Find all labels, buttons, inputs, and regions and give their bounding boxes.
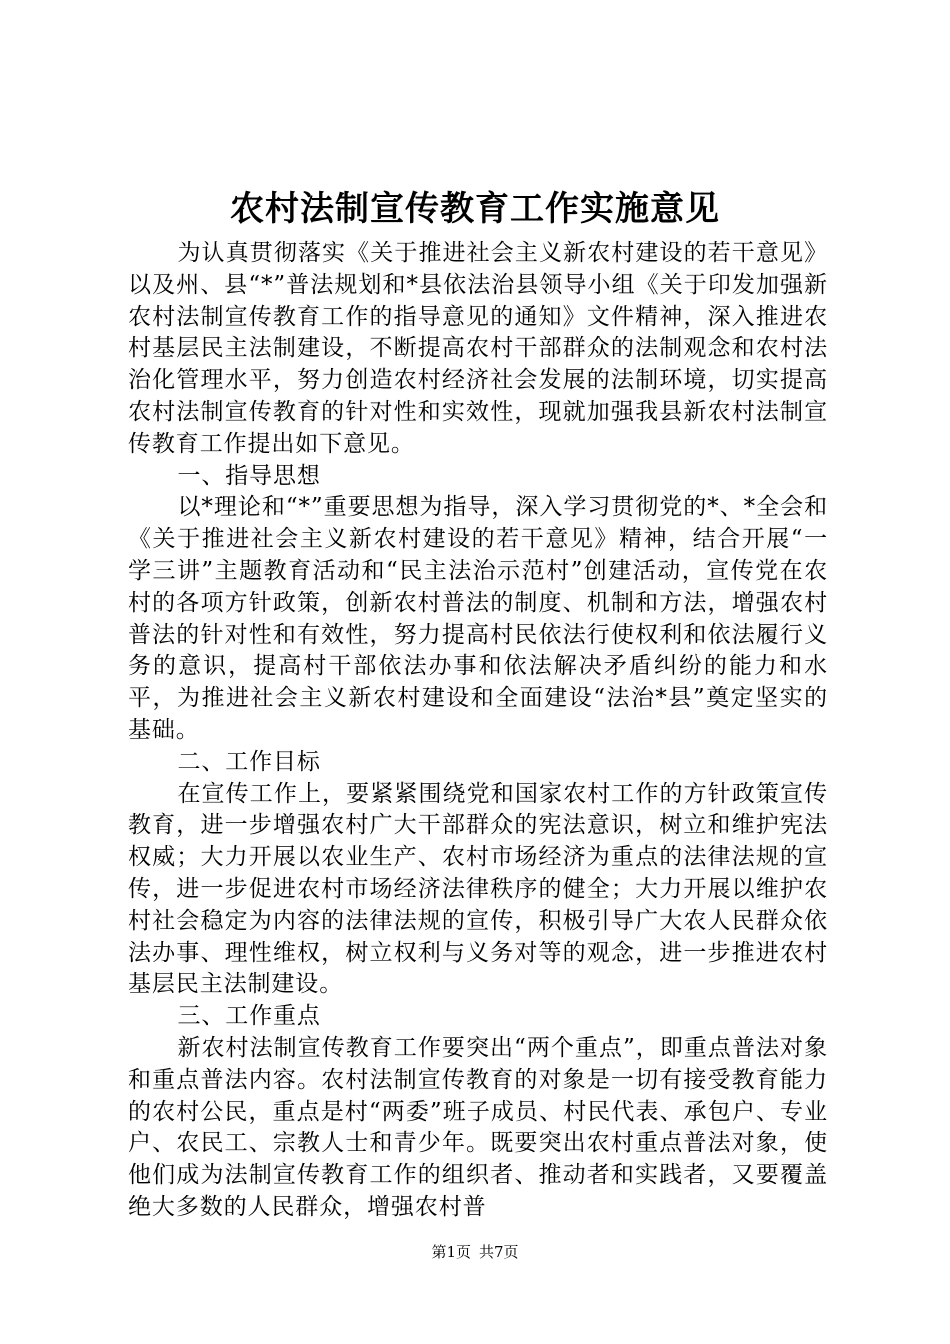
section-heading-guiding-ideology: 一、指导思想 bbox=[177, 462, 321, 489]
intro-paragraph: 为认真贯彻落实《关于推进社会主义新农村建设的若干意见》以及州、县“*”普法规划和*县依法治县领导小组《关于印发加强新农村法制宣传教育工作的指导意见的通知》文件精神，深入推进农村基层民主法制建设，不断提高农村干部群众的法制观念和农村法治化管理水平，努力创造农村经济社会发展的法制环境，切实提高农村法制宣传教育的针对性和实效性，现就加强我县新农村法制宣传教育工作提出如下意见。 bbox=[128, 240, 828, 457]
page-footer bbox=[0, 1242, 950, 1262]
work-focus-paragraph: 新农村法制宣传教育工作要突出“两个重点”，即重点普法对象和重点普法内容。农村法制宣传教育的对象是一切有接受教育能力的农村公民，重点是村“两委”班子成员、村民代表、承包户、专业户、农民工、宗教人士和青少年。既要突出农村重点普法对象，使他们成为法制宣传教育工作的组织者、推动者和实践者，又要覆盖绝大多数的人民群众，增强农村普 bbox=[128, 1034, 828, 1220]
work-goals-paragraph: 在宣传工作上，要紧紧围绕党和国家农村工作的方针政策宣传教育，进一步增强农村广大干部群众的宪法意识，树立和维护宪法权威；大力开展以农业生产、农村市场经济为重点的法律法规的宣传，进一步促进农村市场经济法律秩序的健全；大力开展以维护农村社会稳定为内容的法律法规的宣传，积极引导广大农人民群众依法办事、理性维权，树立权利与义务对等的观念，进一步推进农村基层民主法制建设。 bbox=[128, 780, 828, 998]
total-pages: 共7页 bbox=[479, 1243, 519, 1261]
section-heading-work-focus: 三、工作重点 bbox=[177, 1003, 321, 1030]
page-number: 第1页 bbox=[431, 1243, 471, 1261]
guiding-ideology-paragraph: 以*理论和“*”重要思想为指导，深入学习贯彻党的*、*全会和《关于推进社会主义新农村建设的若干意见》精神，结合开展“一学三讲”主题教育活动和“民主法治示范村”创建活动，宣传党在农村的各项方针政策，创新农村普法的制度、机制和方法，增强农村普法的针对性和有效性，努力提高村民依法行使权利和依法履行义务的意识，提高村干部依法办事和依法解决矛盾纠纷的能力和水平，为推进社会主义新农村建设和全面建设“法治*县”奠定坚实的基础。 bbox=[128, 494, 828, 743]
document-body bbox=[128, 238, 828, 1224]
document-title: 农村法制宣传教育工作实施意见 bbox=[230, 189, 720, 229]
section-heading-work-goals: 二、工作目标 bbox=[177, 748, 321, 775]
